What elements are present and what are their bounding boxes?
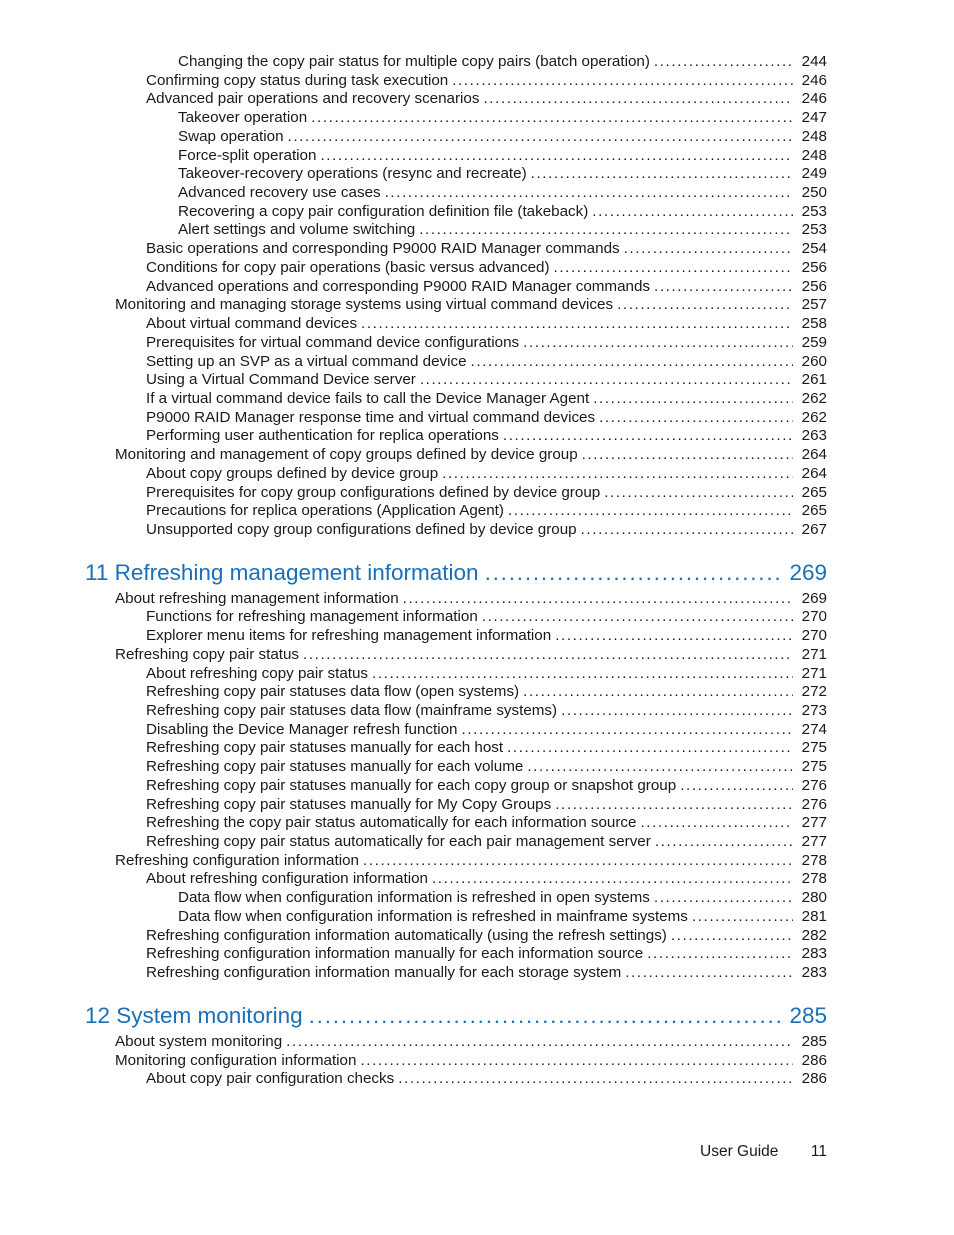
toc-entry-title: Advanced recovery use cases [178,184,381,202]
dot-leader [419,221,793,240]
dot-leader [654,278,793,297]
dot-leader [508,502,793,521]
toc-entry-page-number: 270 [801,608,827,626]
toc-entry[interactable] [0,109,954,128]
dot-leader [555,627,793,646]
toc-entry[interactable] [0,608,954,627]
toc-entry[interactable] [0,739,954,758]
toc-entry-page-number: 256 [801,258,827,276]
toc-entry[interactable] [0,702,954,721]
toc-entry-title: Swap operation [178,127,284,145]
toc-entry-page-number: 270 [801,627,827,645]
toc-entry-page-number: 282 [801,926,827,944]
toc-entry-page-number: 264 [801,464,827,482]
toc-entry-page-number: 247 [801,109,827,127]
toc-entry[interactable] [0,683,954,702]
toc-entry[interactable] [0,165,954,184]
toc-entry-page-number: 275 [801,758,827,776]
footer-guide-label: User Guide [700,1143,779,1160]
toc-entry-title: Refreshing copy pair statuses manually for each host [146,739,504,757]
dot-leader [288,128,793,147]
toc-entry-title: Takeover-recovery operations (resync and recreate) [178,165,527,183]
toc-entry[interactable] [0,1052,954,1071]
toc-entry-page-number: 258 [801,315,827,333]
toc-entry-title: Refreshing copy pair statuses manually for each volume [146,758,524,776]
toc-entry[interactable] [0,777,954,796]
dot-leader [286,1033,793,1052]
toc-entry-page-number: 286 [801,1051,827,1069]
toc-entry-title: Refreshing copy pair statuses manually for each copy group or snapshot group [146,776,677,794]
toc-entry-title: Refreshing copy pair status automatically for each pair management server [146,833,651,851]
toc-entry-page-number: 275 [801,739,827,757]
dot-leader [523,334,793,353]
toc-entry-title: Force-split operation [178,146,317,164]
toc-entry-title: Advanced operations and corresponding P9000 RAID Manager commands [146,277,651,295]
toc-entry-title: Alert settings and volume switching [178,221,416,239]
toc-entry[interactable] [0,259,954,278]
toc-entry-title: Data flow when configuration information is refreshed in open systems [178,889,650,907]
toc-entry[interactable] [0,758,954,777]
chapter-heading[interactable] [0,559,954,587]
toc-entry-page-number: 269 [801,589,827,607]
dot-leader [311,109,793,128]
toc-entry-title: About virtual command devices [146,315,358,333]
toc-entry-title: Refreshing copy pair status [115,645,300,663]
toc-entry[interactable] [0,796,954,815]
chapter-title: 11 Refreshing management information [85,559,479,585]
toc-entry-title: About refreshing copy pair status [146,664,369,682]
toc-entry[interactable] [0,371,954,390]
toc-entry-page-number: 283 [801,945,827,963]
toc-entry[interactable] [0,334,954,353]
toc-entry-title: Refreshing copy pair statuses data flow (open systems) [146,683,520,701]
chapter-heading[interactable] [0,1002,954,1030]
toc-entry[interactable] [0,427,954,446]
dot-leader [420,371,793,390]
toc-entry-title: Unsupported copy group configurations defined by device group [146,520,577,538]
toc-entry-title: Monitoring configuration information [115,1051,357,1069]
toc-entry-page-number: 280 [801,889,827,907]
toc-entry-page-number: 262 [801,389,827,407]
dot-leader [482,608,793,627]
toc-entry-page-number: 260 [801,352,827,370]
dot-leader [531,165,793,184]
dot-leader [654,53,793,72]
toc-entry[interactable] [0,627,954,646]
dot-leader [442,465,793,484]
toc-entry-title: About copy pair configuration checks [146,1070,395,1088]
toc-entry[interactable] [0,128,954,147]
toc-entry[interactable] [0,908,954,927]
toc-entry[interactable] [0,833,954,852]
dot-leader [671,927,793,946]
dot-leader [360,1052,793,1071]
toc-entry-title: Conditions for copy pair operations (basic versus advanced) [146,258,550,276]
toc-entry-page-number: 265 [801,502,827,520]
toc-entry-page-number: 276 [801,776,827,794]
dot-leader [320,147,793,166]
toc-entry[interactable] [0,721,954,740]
dot-leader [398,1070,793,1089]
toc-entry-page-number: 246 [801,71,827,89]
toc-entry-title: Advanced pair operations and recovery scenarios [146,90,480,108]
toc-entry-page-number: 263 [801,427,827,445]
toc-entry-title: Recovering a copy pair configuration definition file (takeback) [178,202,589,220]
chapter-page-number: 269 [789,559,827,585]
dot-leader [647,945,793,964]
toc-entry-page-number: 253 [801,202,827,220]
dot-leader [624,240,793,259]
dot-leader [599,409,793,428]
dot-leader [403,590,793,609]
toc-entry[interactable] [0,1070,954,1089]
toc-entry-title: Prerequisites for copy group configurations defined by device group [146,483,601,501]
toc-entry-title: P9000 RAID Manager response time and virtual command devices [146,408,596,426]
toc-entry[interactable] [0,221,954,240]
toc-entry-title: About system monitoring [115,1032,283,1050]
toc-entry-page-number: 261 [801,371,827,389]
dot-leader [527,758,793,777]
chapter-page-number: 285 [789,1002,827,1028]
dot-leader [593,390,793,409]
toc-entry[interactable] [0,72,954,91]
dot-leader [432,870,793,889]
toc-entry-title: Confirming copy status during task execution [146,71,449,89]
toc-entry-title: Changing the copy pair status for multiple copy pairs (batch operation) [178,53,650,70]
dot-leader [655,833,793,852]
toc-entry-title: Data flow when configuration information is refreshed in mainframe systems [178,907,688,925]
toc-entry-page-number: 244 [801,53,827,70]
dot-leader [372,665,793,684]
dot-leader [471,353,793,372]
toc-entry-title: Explorer menu items for refreshing management information [146,627,552,645]
toc-entry[interactable] [0,945,954,964]
toc-entry-page-number: 278 [801,851,827,869]
toc-entry-page-number: 267 [801,520,827,538]
toc-entry-title: Monitoring and management of copy groups defined by device group [115,446,578,464]
toc-entry[interactable] [0,203,954,222]
dot-leader [385,184,793,203]
toc-entry-title: Using a Virtual Command Device server [146,371,416,389]
dot-leader [680,777,793,796]
toc-entry[interactable] [0,1033,954,1052]
toc-entry[interactable] [0,502,954,521]
dot-leader [361,315,793,334]
toc-entry-title: Monitoring and managing storage systems using virtual command devices [115,296,614,314]
dot-leader [555,796,793,815]
toc-entry-title: Refreshing copy pair statuses data flow (mainframe systems) [146,702,558,719]
toc-entry-page-number: 262 [801,408,827,426]
toc-entry[interactable] [0,521,954,540]
toc-entry[interactable] [0,870,954,889]
toc-entry[interactable] [0,484,954,503]
toc-entry[interactable] [0,852,954,871]
toc-entry-page-number: 254 [801,240,827,258]
dot-leader [523,683,793,702]
dot-leader [592,203,793,222]
toc-entry-title: Refreshing the copy pair status automatically for each information source [146,814,637,832]
toc-entry[interactable] [0,390,954,409]
toc-entry-page-number: 273 [801,702,827,719]
dot-leader [625,964,793,983]
toc-entry[interactable] [0,665,954,684]
toc-entry-title: Precautions for replica operations (Application Agent) [146,502,504,520]
toc-entry-title: Disabling the Device Manager refresh function [146,720,458,738]
dot-leader [561,702,793,721]
toc-entry-page-number: 281 [801,907,827,925]
toc-entry-page-number: 278 [801,870,827,888]
toc-entry-title: Performing user authentication for replica operations [146,427,499,445]
toc-entry-title: Functions for refreshing management information [146,608,478,626]
toc-entry-title: Refreshing configuration information [115,851,359,869]
toc-entry-page-number: 271 [801,664,827,682]
toc-entry-page-number: 264 [801,446,827,464]
toc-entry-title: Refreshing copy pair statuses manually for My Copy Groups [146,795,552,813]
toc-entry-page-number: 283 [801,964,827,982]
toc-entry[interactable] [0,240,954,259]
toc-entry-title: Takeover operation [178,109,308,127]
toc-entry[interactable] [0,814,954,833]
toc-entry[interactable] [0,353,954,372]
toc-entry-page-number: 277 [801,814,827,832]
toc-entry-title: Setting up an SVP as a virtual command device [146,352,467,370]
dot-leader [581,521,793,540]
toc-entry[interactable] [0,90,954,109]
toc-entry-page-number: 256 [801,277,827,295]
dot-leader [654,889,793,908]
toc-entry-page-number: 274 [801,720,827,738]
dot-leader [485,559,781,587]
toc-entry-page-number: 259 [801,333,827,351]
toc-entry-page-number: 248 [801,146,827,164]
toc-entry[interactable] [0,296,954,315]
toc-entry[interactable] [0,147,954,166]
table-of-contents [0,53,954,1089]
dot-leader [303,646,793,665]
dot-leader [503,427,793,446]
toc-entry-page-number: 271 [801,645,827,663]
toc-entry[interactable] [0,646,954,665]
toc-entry-title: Refreshing configuration information automatically (using the refresh settings) [146,926,667,944]
dot-leader [617,296,793,315]
dot-leader [554,259,793,278]
toc-entry[interactable] [0,927,954,946]
toc-entry-title: If a virtual command device fails to call the Device Manager Agent [146,389,590,407]
toc-entry[interactable] [0,315,954,334]
toc-entry[interactable] [0,409,954,428]
toc-entry-page-number: 285 [801,1032,827,1050]
dot-leader [692,908,793,927]
toc-entry-page-number: 253 [801,221,827,239]
dot-leader [309,1002,781,1030]
toc-entry[interactable] [0,184,954,203]
toc-entry-title: Refreshing configuration information manually for each storage system [146,964,622,982]
toc-entry-page-number: 286 [801,1070,827,1088]
toc-entry[interactable] [0,278,954,297]
toc-entry-title: Prerequisites for virtual command device configurations [146,333,520,351]
toc-entry-title: Refreshing configuration information manually for each information source [146,945,644,963]
footer-page-number: 11 [810,1143,827,1160]
toc-entry-page-number: 257 [801,296,827,314]
toc-entry[interactable] [0,465,954,484]
dot-leader [462,721,793,740]
toc-entry[interactable] [0,964,954,983]
dot-leader [582,446,793,465]
toc-entry-title: About refreshing management information [115,589,399,607]
toc-entry[interactable] [0,53,954,72]
toc-entry[interactable] [0,446,954,465]
toc-entry-page-number: 272 [801,683,827,701]
toc-entry-page-number: 250 [801,184,827,202]
dot-leader [604,484,793,503]
toc-entry[interactable] [0,889,954,908]
toc-entry-page-number: 246 [801,90,827,108]
dot-leader [640,814,793,833]
dot-leader [363,852,793,871]
toc-entry-page-number: 265 [801,483,827,501]
toc-entry-page-number: 249 [801,165,827,183]
toc-entry-title: About refreshing configuration information [146,870,428,888]
dot-leader [507,739,793,758]
dot-leader [483,90,793,109]
toc-entry-page-number: 248 [801,127,827,145]
toc-entry-title: About copy groups defined by device group [146,464,439,482]
chapter-title: 12 System monitoring [85,1002,303,1028]
toc-entry[interactable] [0,590,954,609]
toc-entry-title: Basic operations and corresponding P9000 RAID Manager commands [146,240,620,258]
toc-entry-page-number: 277 [801,833,827,851]
toc-entry-page-number: 276 [801,795,827,813]
dot-leader [452,72,793,91]
